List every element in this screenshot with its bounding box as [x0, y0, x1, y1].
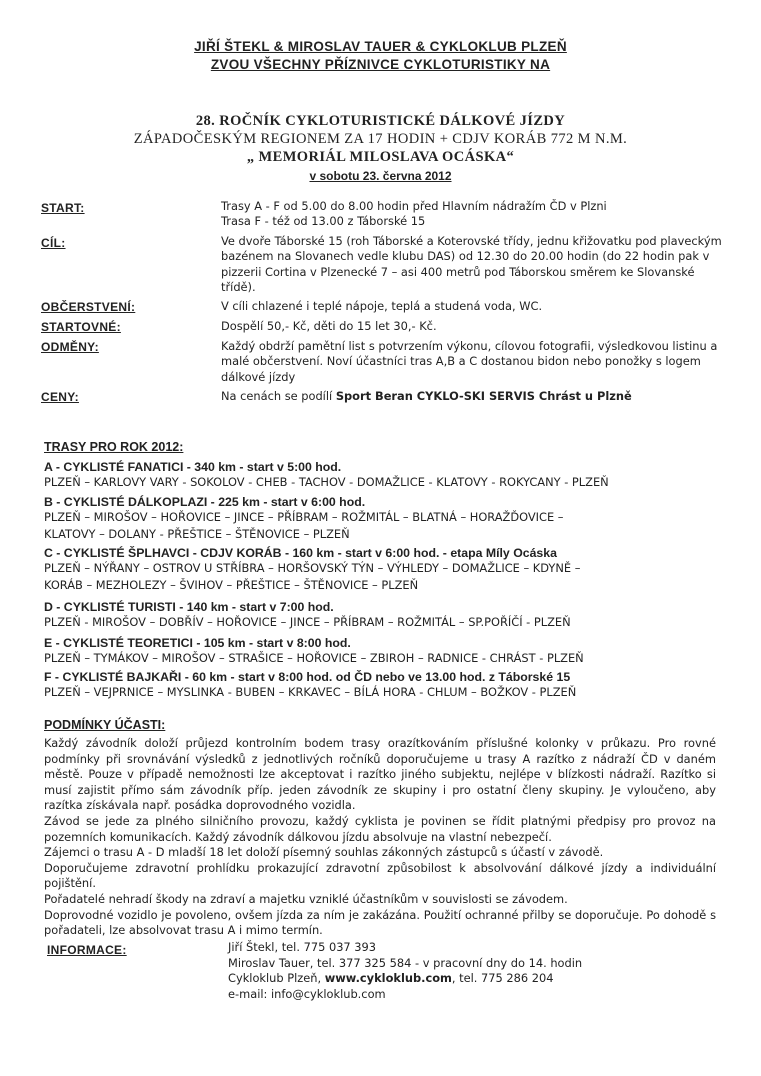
prizes-sponsor: Sport Beran CYKLO-SKI SERVIS Chrást u Plzně: [335, 389, 632, 403]
start-label: START:: [41, 201, 85, 215]
route-f-path: PLZEŇ – VEJPRNICE – MYSLINKA - BUBEN – KRKAVEC – BÍLÁ HORA - CHLUM – BOŽKOV - PLZEŇ: [44, 685, 577, 699]
invitation-heading: ZVOU VŠECHNY PŘÍZNIVCE CYKLOTURISTIKY NA: [210, 57, 551, 72]
route-a-path: PLZEŇ – KARLOVY VARY - SOKOLOV - CHEB - TACHOV - DOMAŽLICE - KLATOVY - ROKYCANY - PLZEŇ: [44, 475, 609, 489]
refreshment-value: V cíli chlazené i teplé nápoje, teplá a studená voda, WC.: [221, 299, 543, 313]
prizes-value: [221, 389, 731, 404]
condition-traffic: Závod se jede za plného silničního provozu, každý cyklista je povinen se řídit platnými předpisy pro provoz na pozemních komunikacích. Každý závodník dálkovou jízdu absolvuje na vlastní nebezpečí.: [44, 813, 716, 844]
rewards-label: ODMĚNY:: [41, 340, 99, 354]
prizes-label: CENY:: [41, 390, 79, 404]
refreshment-label: OBČERSTVENÍ:: [41, 300, 136, 314]
rewards-value: Každý obdrží pamětní list s potvrzením výkonu, cílovou fotografii, výsledkovou listinu a malé občerstvení. Noví účastníci tras A,B a C dostanou bidon nebo ponožky s logem dálkové jízdy: [221, 339, 718, 384]
club-website-link[interactable]: www.cykloklub.com: [324, 971, 452, 986]
route-d-path: PLZEŇ - MIROŠOV – DOBŘÍV – HOŘOVICE – JINCE – PŘÍBRAM – ROŽMITÁL – SP.POŘÍČÍ - PLZEŇ: [44, 615, 571, 629]
route-b-path-2: KLATOVY – DOLANY - PŘEŠTICE – ŠTĚNOVICE – PLZEŇ: [44, 527, 350, 541]
contact-stekl: Jiří Štekl, tel. 775 037 393: [228, 940, 377, 954]
contact-email[interactable]: e-mail: info@cykloklub.com: [228, 986, 386, 1001]
conditions-heading: PODMÍNKY ÚČASTI:: [44, 718, 166, 732]
route-e-title: E - CYKLISTÉ TEORETICI - 105 km - start v 8:00 hod.: [44, 636, 351, 650]
entry-fee-value: Dospělí 50,- Kč, děti do 15 let 30,- Kč.: [221, 319, 437, 333]
condition-liability: Pořadatelé nehradí škody na zdraví a majetku vzniklé účastníkům v souvislosti se závodem.: [44, 891, 568, 906]
event-date: v sobotu 23. června 2012: [309, 169, 452, 183]
event-memorial: „ MEMORIÁL MILOSLAVA OCÁSKA“: [246, 149, 515, 165]
route-b-title: B - CYKLISTÉ DÁLKOPLAZI - 225 km - start v 6:00 hod.: [44, 495, 366, 509]
routes-heading: TRASY PRO ROK 2012:: [44, 440, 184, 454]
route-b-path-1: PLZEŇ – MIROŠOV – HOŘOVICE – JINCE – PŘÍBRAM – ROŽMITÁL – BLATNÁ – HORAŽĎOVICE –: [44, 510, 564, 524]
event-title: 28. ROČNÍK CYKLOTURISTICKÉ DÁLKOVÉ JÍZDY: [195, 113, 566, 129]
route-c-path-2: KORÁB – MEZHOLEZY – ŠVIHOV – PŘEŠTICE – ŠTĚNOVICE – PLZEŇ: [44, 578, 419, 592]
route-c-path-1: PLZEŇ – NÝŘANY – OSTROV U STŘÍBRA – HORŠOVSKÝ TÝN – VÝHLEDY – DOMAŽLICE – KDYNĚ –: [44, 561, 581, 575]
entry-fee-label: STARTOVNÉ:: [41, 320, 121, 334]
condition-support-vehicle: Doprovodné vozidlo je povoleno, ovšem jízda za ním je zakázána. Použití ochranné přilby se doporučuje. Po dohodě s pořadateli, lze absolvovat trasu A i mimo termín.: [44, 907, 716, 938]
condition-health: Doporučujeme zdravotní prohlídku prokazující zdravotní způsobilost k absolvování dálkové jízdy a individuální pojištění.: [44, 860, 716, 891]
conditions-text: [44, 736, 716, 939]
route-a-title: A - CYKLISTÉ FANATICI - 340 km - start v 5:00 hod.: [44, 460, 342, 474]
route-d-title: D - CYKLISTÉ TURISTI - 140 km - start v 7:00 hod.: [44, 600, 334, 614]
finish-value: Ve dvoře Táborské 15 (roh Táborské a Koterovské třídy, jednu křižovatku pod plaveckým bazénem na Slovanech vedle klubu DAS) od 12.30 do 20.00 hodin (do 22 hodin pak v pizzerii Cortina v Plzenecké 7 – asi 400 metrů pod Táborskou směrem ke Slovanské třídě).: [221, 234, 722, 294]
condition-minors: Zájemci o trasu A - D mladší 18 let doloží písemný souhlas zákonných zástupců s účastí v závodě.: [44, 845, 604, 860]
contact-club: [228, 971, 582, 987]
contact-club-phone: , tel. 775 286 204: [451, 971, 554, 986]
route-f-title: F - CYKLISTÉ BAJKAŘI - 60 km - start v 8:00 hod. od ČD nebo ve 13.00 hod. z Táborské 15: [44, 670, 571, 684]
organizers-heading: JIŘÍ ŠTEKL & MIROSLAV TAUER & CYKLOKLUB PLZEŇ: [194, 39, 567, 54]
contact-label: INFORMACE:: [47, 943, 127, 957]
contact-tauer: Miroslav Tauer, tel. 377 325 584 - v pracovní dny do 14. hodin: [228, 955, 583, 970]
event-subtitle: ZÁPADOČESKÝM REGIONEM ZA 17 HODIN + CDJV KORÁB 772 M N.M.: [133, 131, 628, 147]
start-line-1: Trasy A - F od 5.00 do 8.00 hodin před Hlavním nádražím ČD v Plzni: [221, 199, 607, 213]
finish-label: CÍL:: [41, 236, 66, 250]
route-e-path: PLZEŇ – TYMÁKOV – MIROŠOV – STRAŠICE – HOŘOVICE – ZBIROH – RADNICE - CHRÁST - PLZEŇ: [44, 651, 584, 665]
condition-stamps: Každý závodník doloží průjezd kontrolním bodem trasy orazítkováním příslušné kolonky v průkazu. Pro rovné podmínky při srovnávání výsledků z jednotlivých ročníků doporučujeme u trasy A razítko z nádraží ČD v daném městě. Pouze v případě nemožnosti lze akceptovat i razítko jiného subjektu, nejlépe v blízkosti nádraží. Razítko si musí zajistit přímo sám závodník příp. jeden závodník ze skupiny i pro ostatní členy skupiny. Je vyloučeno, aby razítka získávala např. posádka doprovodného vozidla.: [44, 736, 716, 813]
start-value: [221, 199, 731, 230]
contact-block: [228, 940, 582, 1002]
route-c-title: C - CYKLISTÉ ŠPLHAVCI - CDJV KORÁB - 160 km - start v 6:00 hod. - etapa Míly Ocáska: [44, 546, 557, 560]
contact-club-name: Cykloklub Plzeň,: [228, 971, 325, 986]
start-line-2: Trasa F - též od 13.00 z Táborské 15: [221, 214, 426, 229]
prizes-text: Na cenách se podílí: [221, 389, 336, 403]
